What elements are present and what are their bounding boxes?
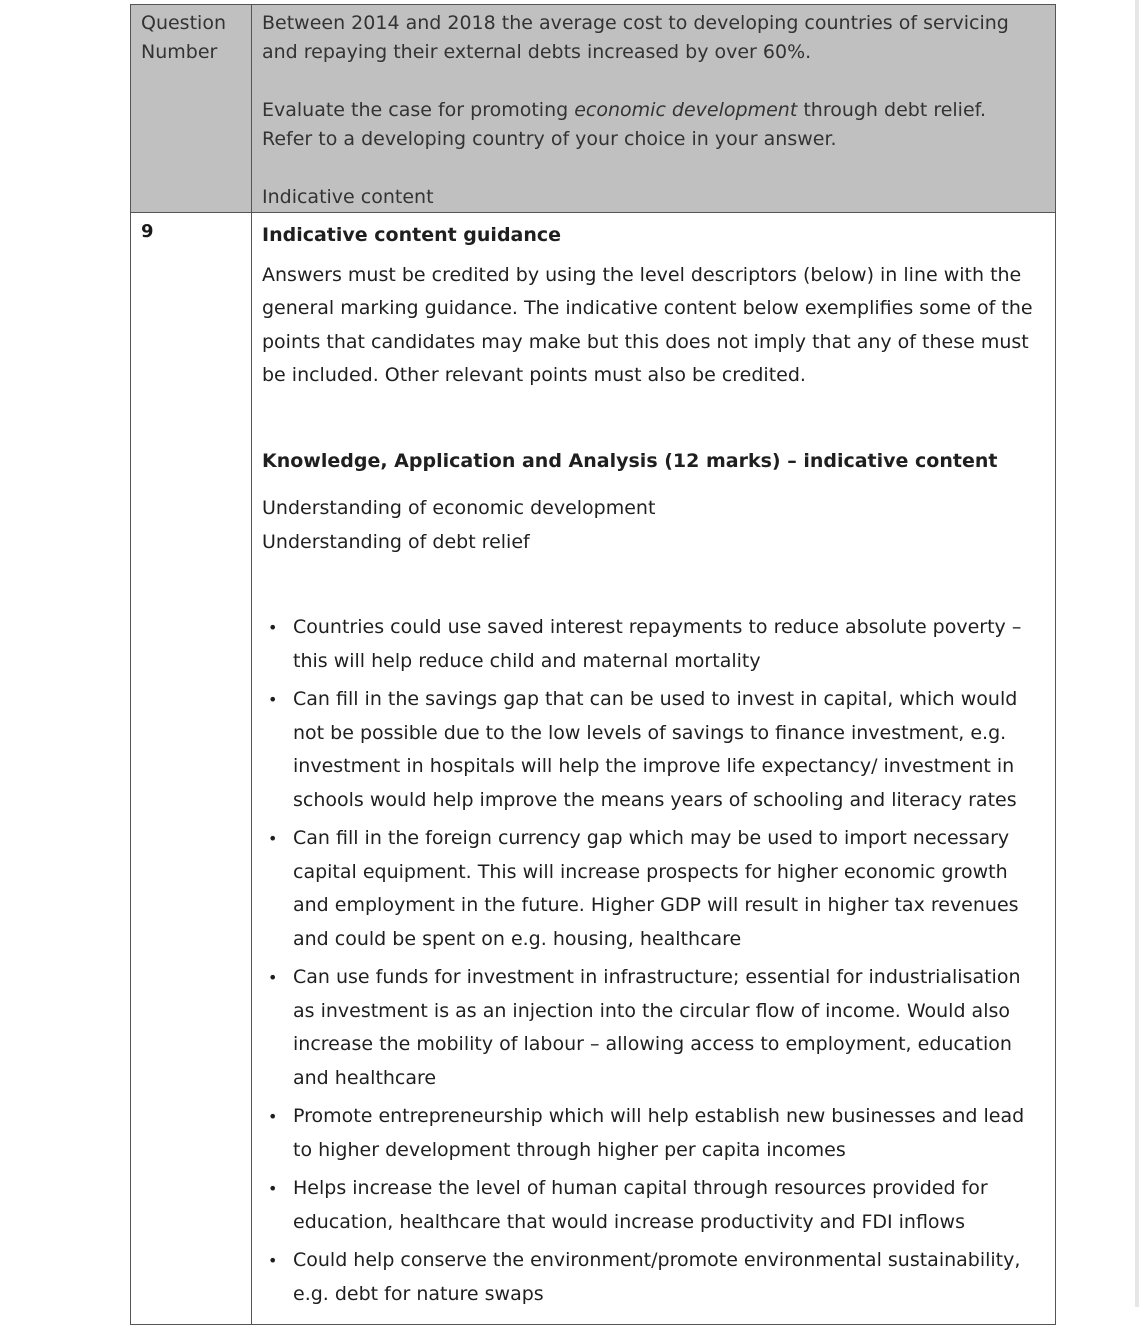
bullet-icon: • [268, 968, 278, 987]
list-item: • Can fill in the savings gap that can be used to invest in capital, which would not be possible due to the low levels of savings to finance investment, e.g. investment in hospitals will help the improve life expectancy/ investment in schools would help improve the means years of schooling and literacy rates [262, 683, 1045, 817]
understanding-item: Understanding of debt relief [262, 530, 530, 553]
list-item: • Promote entrepreneurship which will help establish new businesses and lead to higher development through higher per capita incomes [262, 1100, 1045, 1167]
guidance-text: Answers must be credited by using the level descriptors (below) in line with the general marking guidance. The indicative content below exemplifies some of the points that candidates may make but this does not imply that any of these must be included. Other relevant points must also be credited. [262, 263, 1033, 386]
question-task-line2: Refer to a developing country of your choice in your answer. [262, 128, 837, 150]
question-number-cell [131, 213, 252, 1325]
bullet-icon: • [268, 829, 278, 848]
header-row [131, 5, 1056, 213]
list-item: • Countries could use saved interest repayments to reduce absolute poverty – this will help reduce child and maternal mortality [262, 611, 1045, 678]
bullet-icon: • [268, 690, 278, 709]
task-emphasis: economic development [574, 99, 798, 121]
list-item: • Can use funds for investment in infrastructure; essential for industrialisation as investment is as an injection into the circular flow of income. Would also increase the mobility of labour – allowing access to employment, education and healthcare [262, 961, 1045, 1095]
bullet-icon: • [268, 618, 278, 637]
bullet-icon: • [268, 1179, 278, 1198]
bullet-icon: • [268, 1107, 278, 1126]
understanding-item: Understanding of economic development [262, 497, 656, 519]
indicative-points-list [262, 611, 1045, 1311]
question-task: Evaluate the case for promoting economic development through debt relief. [262, 99, 986, 121]
list-item: • Could help conserve the environment/promote environmental sustainability, e.g. debt for nature swaps [262, 1244, 1045, 1311]
list-item: • Helps increase the level of human capital through resources provided for education, healthcare that would increase productivity and FDI inflows [262, 1172, 1045, 1239]
question-number-label: Question Number [141, 12, 226, 63]
indicative-content-label: Indicative content [262, 186, 434, 208]
question-number: 9 [141, 221, 154, 242]
guidance-heading: Indicative content guidance [262, 224, 562, 246]
bullet-icon: • [268, 1251, 278, 1270]
mark-scheme-table [130, 4, 1056, 1325]
content-row [131, 213, 1056, 1325]
question-stem-cell [252, 5, 1056, 213]
page-edge [1135, 0, 1139, 1307]
question-number-header-cell [131, 5, 252, 213]
kaa-heading: Knowledge, Application and Analysis (12 marks) – indicative content [262, 449, 998, 472]
list-item: • Can fill in the foreign currency gap which may be used to import necessary capital equipment. This will increase prospects for higher economic growth and employment in the future. Higher GDP will result in higher tax revenues and could be spent on e.g. housing, healthcare [262, 822, 1045, 956]
indicative-content-cell [252, 213, 1056, 1325]
understanding-list [262, 492, 1045, 559]
question-stem: Between 2014 and 2018 the average cost to developing countries of servicing and repaying their external debts increased by over 60%. [262, 12, 1009, 63]
